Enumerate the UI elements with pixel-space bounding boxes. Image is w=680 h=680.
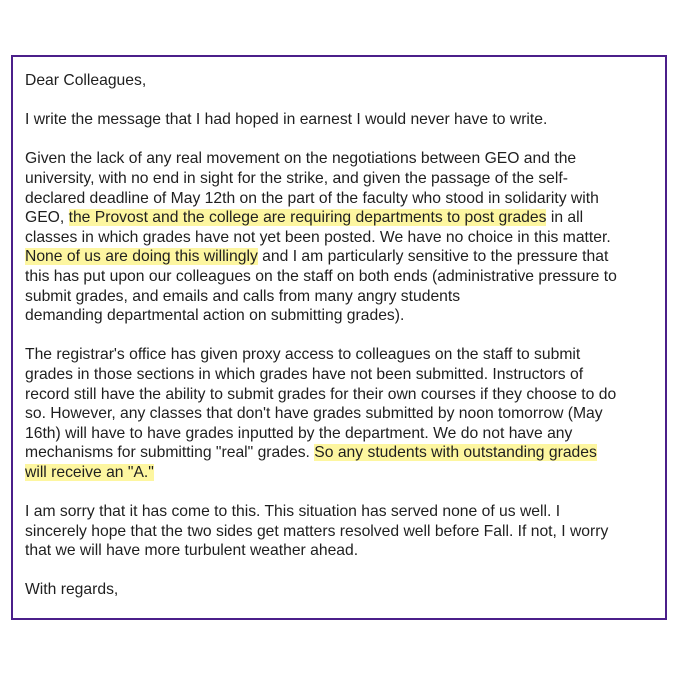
text-line: Given the lack of any real movement on the negotiations between GEO and the [25,150,577,168]
paragraph-registrar [25,345,661,482]
text-line: this has put upon our colleagues on the staff on both ends (administrative pressure to [25,267,617,285]
text-line: grades in those sections in which grades have not been submitted. Instructors of [25,365,584,383]
text-line: I am sorry that it has come to this. This situation has served none of us well. I [25,503,561,521]
closing: With regards, [25,581,119,599]
intro-paragraph: I write the message that I had hoped in earnest I would never have to write. [25,111,548,129]
text-line: GEO, [25,209,69,227]
highlighted-text: So any students with outstanding grades [314,444,597,462]
text-line: university, with no end in sight for the strike, and given the passage of the self- [25,169,568,187]
letter-body [25,71,661,600]
text-line: and I am particularly sensitive to the pressure that [257,248,609,266]
text-line: classes in which grades have not yet been posted. We have no choice in this matter. [25,228,611,246]
text-line: demanding departmental action on submitting grades). [25,307,405,325]
highlighted-text: the Provost and the college are requiring departments to post grades [68,209,547,227]
text-line: 16th) will have to have grades inputted by the department. We do not have any [25,424,573,442]
text-line: The registrar's office has given proxy access to colleagues on the staff to submit [25,346,581,364]
text-line: record still have the ability to submit grades for their own courses if they choose to do [25,385,617,403]
text-line: declared deadline of May 12th on the part of the faculty who stood in solidarity with [25,189,599,207]
text-line: that we will have more turbulent weather ahead. [25,542,359,560]
text-line: submit grades, and emails and calls from many angry students [25,287,461,305]
highlighted-text: will receive an "A." [25,463,154,481]
greeting: Dear Colleagues, [25,72,147,89]
highlighted-text: None of us are doing this willingly [25,248,258,266]
paragraph-apology [25,502,661,561]
text-line: in all [546,209,584,227]
text-line: mechanisms for submitting "real" grades. [25,444,315,462]
paragraph-grades-requirement [25,149,661,325]
text-line: sincerely hope that the two sides get matters resolved well before Fall. If not, I worry [25,522,609,540]
letter-frame [11,55,667,620]
text-line: so. However, any classes that don't have grades submitted by noon tomorrow (May [25,405,603,423]
